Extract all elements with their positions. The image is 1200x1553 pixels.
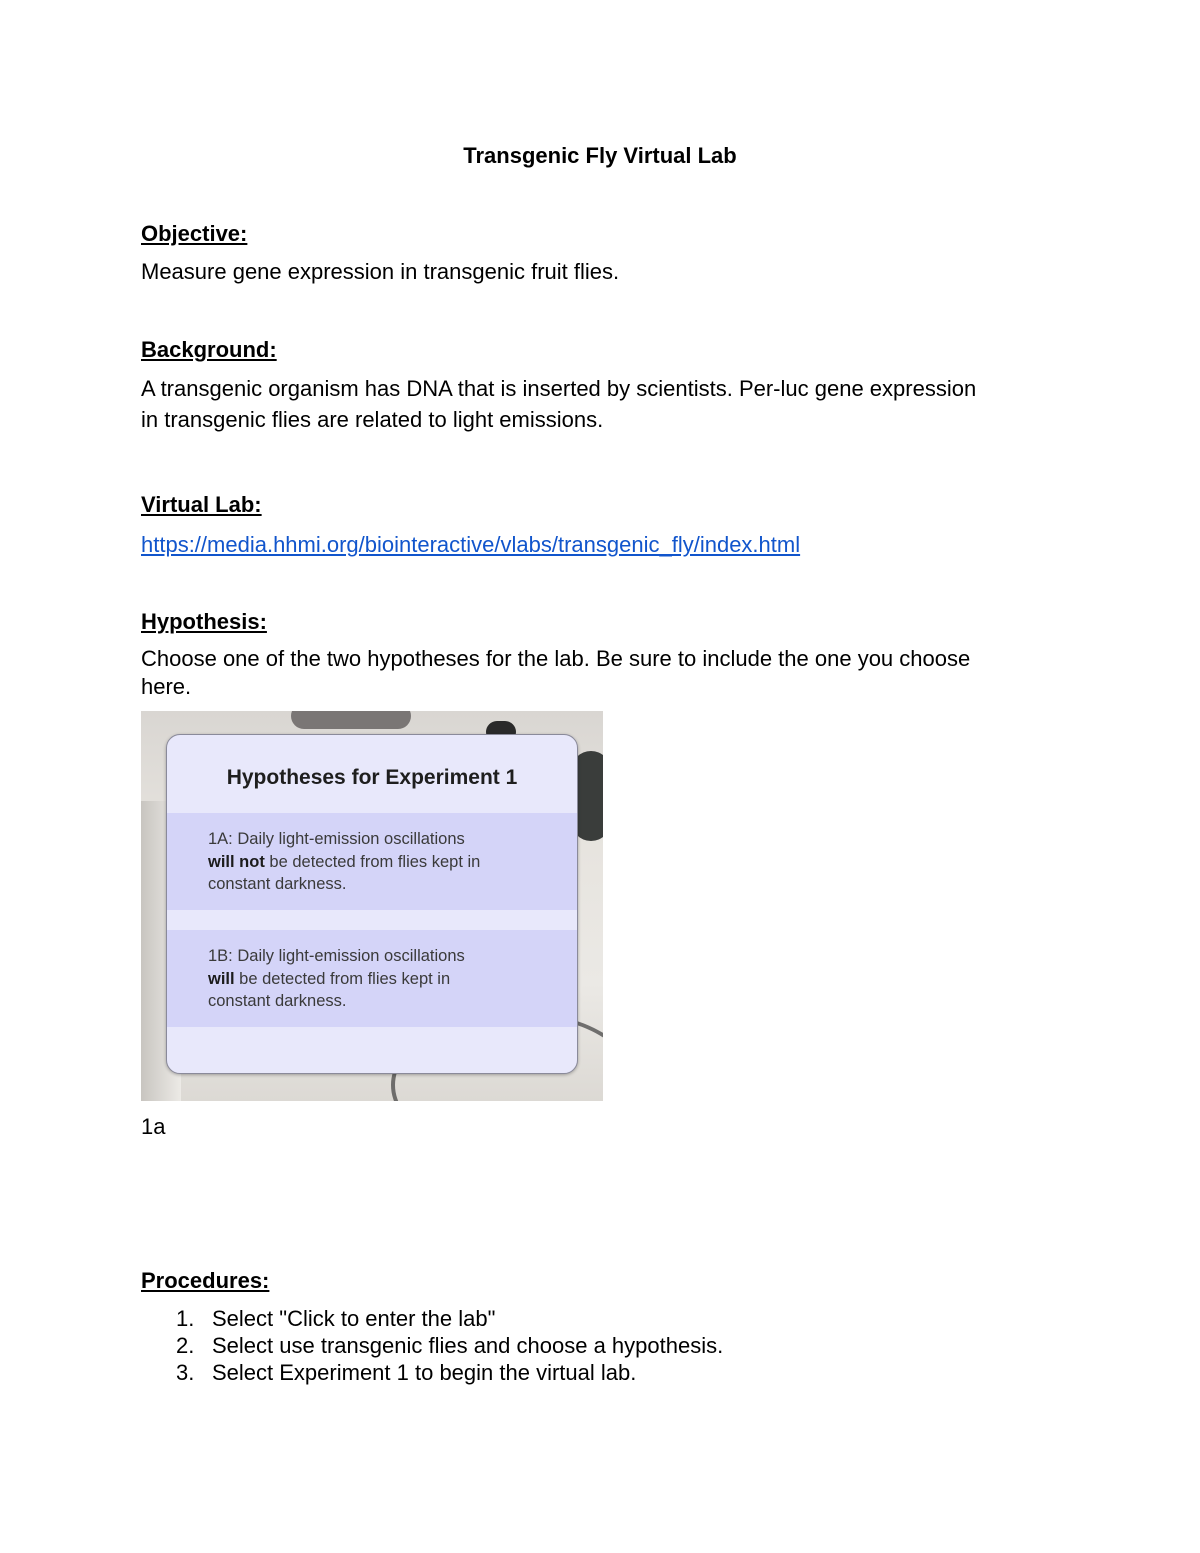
option-1b-emphasis: will [208,969,235,988]
hypothesis-instructions [141,645,1041,701]
virtual-lab-heading: Virtual Lab: [141,492,262,517]
procedure-step-number: 2. [176,1333,195,1358]
procedure-step-text: Select "Click to enter the lab" [212,1306,496,1331]
objective-text: Measure gene expression in transgenic fruit flies. [141,259,620,284]
hypothesis-option-1a-text [208,828,553,896]
option-1a-emphasis: will not [208,852,265,871]
background-line-2: in transgenic flies are related to light emissions. [141,407,604,432]
hypotheses-card [166,734,578,1074]
background-heading: Background: [141,337,277,362]
option-1a-line-2 [208,851,553,874]
background-line-1: A transgenic organism has DNA that is inserted by scientists. Per-luc gene expression [141,376,977,401]
lab-equipment-shape [291,711,411,729]
procedure-step [141,1305,723,1332]
procedures-list [141,1305,723,1386]
procedure-step [141,1359,723,1386]
hypothesis-option-1b-text [208,945,553,1013]
procedures-heading: Procedures: [141,1268,270,1293]
virtual-lab-link[interactable]: https://media.hhmi.org/biointeractive/vlabs/transgenic_fly/index.html [141,532,801,557]
hypothesis-line-2: here. [141,674,192,699]
option-1a-line-2-rest: be detected from flies kept in [264,852,481,871]
hypothesis-line-1: Choose one of the two hypotheses for the lab. Be sure to include the one you choose [141,646,971,671]
hypotheses-card-title: Hypotheses for Experiment 1 [226,766,518,789]
procedure-step [141,1332,723,1359]
hypotheses-screenshot [141,711,603,1101]
procedure-step-number: 1. [176,1306,195,1331]
option-1a-line-1: 1A: Daily light-emission oscillations [208,830,465,848]
option-1b-line-3: constant darkness. [208,992,347,1010]
hypothesis-option-1a[interactable] [167,813,577,910]
procedure-step-text: Select Experiment 1 to begin the virtual lab. [212,1360,637,1385]
option-1b-line-2-rest: be detected from flies kept in [234,969,451,988]
option-1b-line-2 [208,968,553,991]
procedure-step-text: Select use transgenic flies and choose a hypothesis. [212,1333,724,1358]
hypothesis-heading: Hypothesis: [141,609,267,634]
option-1b-line-1: 1B: Daily light-emission oscillations [208,947,465,965]
hypothesis-option-1b[interactable] [167,930,577,1027]
document-title: Transgenic Fly Virtual Lab [463,143,737,168]
hypothesis-answer: 1a [141,1114,166,1139]
procedure-step-number: 3. [176,1360,195,1385]
background-text [141,373,1041,435]
option-1a-line-3: constant darkness. [208,875,347,893]
virtual-lab-link-line [141,529,1041,560]
objective-heading: Objective: [141,221,248,246]
